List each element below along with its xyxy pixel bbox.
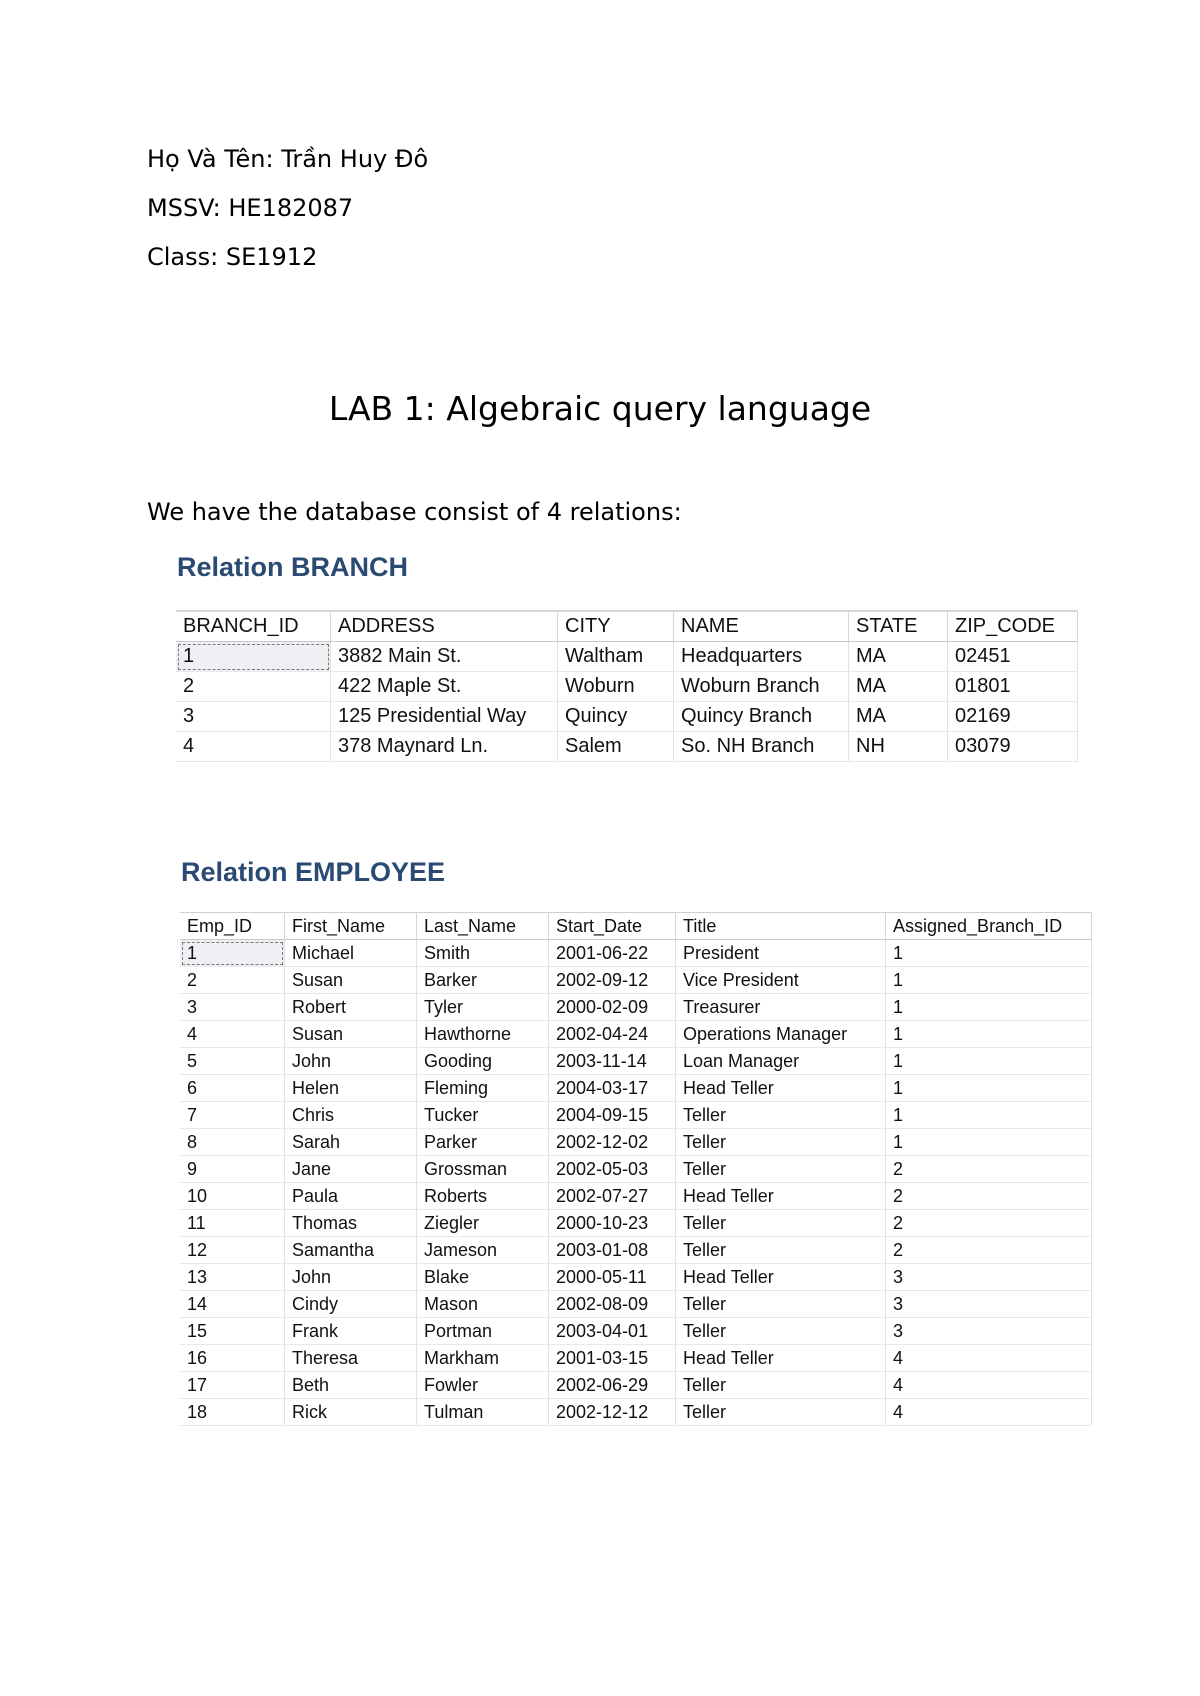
table-cell: MA (849, 642, 948, 672)
table-row (176, 672, 1078, 702)
table-row (180, 1075, 1092, 1102)
column-header: Last_Name (417, 913, 549, 940)
table-cell: Teller (676, 1237, 886, 1264)
table-cell: 3 (180, 994, 285, 1021)
page-title: LAB 1: Algebraic query language (328, 389, 872, 428)
table-cell: 2002-12-02 (549, 1129, 676, 1156)
table-cell: 2002-08-09 (549, 1291, 676, 1318)
table-cell: Mason (417, 1291, 549, 1318)
table-row (176, 642, 1078, 672)
table-cell: 2004-09-15 (549, 1102, 676, 1129)
table-cell: Grossman (417, 1156, 549, 1183)
table-row (180, 1183, 1092, 1210)
table-cell: Jameson (417, 1237, 549, 1264)
table-cell: 2001-06-22 (549, 940, 676, 967)
table-cell: 03079 (948, 732, 1078, 762)
table-header-row (176, 611, 1078, 642)
table-cell: 1 (886, 940, 1092, 967)
table-cell: Woburn Branch (674, 672, 849, 702)
table-row (180, 1264, 1092, 1291)
table-cell: 1 (886, 967, 1092, 994)
column-header: STATE (849, 611, 948, 642)
table-cell: Tucker (417, 1102, 549, 1129)
table-cell: Operations Manager (676, 1021, 886, 1048)
employee-table-image (180, 912, 1092, 1426)
table-cell: 2002-05-03 (549, 1156, 676, 1183)
table-cell: 14 (180, 1291, 285, 1318)
table-cell: Vice President (676, 967, 886, 994)
table-cell: Susan (285, 1021, 417, 1048)
table-cell: 4 (180, 1021, 285, 1048)
table-cell: 2002-12-12 (549, 1399, 676, 1426)
table-cell: 1 (180, 940, 285, 967)
table-row (180, 1048, 1092, 1075)
table-cell: 1 (886, 1048, 1092, 1075)
table-cell: Headquarters (674, 642, 849, 672)
table-cell: 01801 (948, 672, 1078, 702)
branch-table (176, 610, 1078, 762)
table-cell: 4 (176, 732, 331, 762)
table-cell: 6 (180, 1075, 285, 1102)
table-cell: John (285, 1264, 417, 1291)
table-cell: 2 (886, 1183, 1092, 1210)
table-cell: Rick (285, 1399, 417, 1426)
table-cell: 2004-03-17 (549, 1075, 676, 1102)
table-cell: Helen (285, 1075, 417, 1102)
table-cell: 1 (176, 642, 331, 672)
table-cell: 2003-04-01 (549, 1318, 676, 1345)
table-cell: 17 (180, 1372, 285, 1399)
column-header: First_Name (285, 913, 417, 940)
table-cell: 2 (180, 967, 285, 994)
table-cell: Markham (417, 1345, 549, 1372)
table-cell: 1 (886, 994, 1092, 1021)
table-cell: 2002-04-24 (549, 1021, 676, 1048)
employee-heading: Relation EMPLOYEE (181, 857, 446, 887)
table-cell: Roberts (417, 1183, 549, 1210)
table-cell: Teller (676, 1156, 886, 1183)
table-cell: Head Teller (676, 1075, 886, 1102)
table-cell: 2001-03-15 (549, 1345, 676, 1372)
table-row (180, 1021, 1092, 1048)
table-cell: Quincy Branch (674, 702, 849, 732)
branch-heading: Relation BRANCH (177, 552, 409, 582)
student-name: Họ Và Tên: Trần Huy Đô (147, 145, 429, 173)
employee-table (180, 912, 1092, 1426)
table-cell: Head Teller (676, 1183, 886, 1210)
table-cell: Teller (676, 1318, 886, 1345)
table-cell: 3 (886, 1318, 1092, 1345)
table-cell: 2 (886, 1237, 1092, 1264)
table-cell: 15 (180, 1318, 285, 1345)
column-header: ADDRESS (331, 611, 558, 642)
table-cell: 8 (180, 1129, 285, 1156)
column-header: BRANCH_ID (176, 611, 331, 642)
table-cell: Jane (285, 1156, 417, 1183)
table-cell: 1 (886, 1102, 1092, 1129)
table-cell: Salem (558, 732, 674, 762)
table-cell: Teller (676, 1372, 886, 1399)
table-cell: Woburn (558, 672, 674, 702)
table-cell: Tyler (417, 994, 549, 1021)
table-cell: 2002-09-12 (549, 967, 676, 994)
table-cell: 13 (180, 1264, 285, 1291)
table-row (180, 1291, 1092, 1318)
table-cell: 16 (180, 1345, 285, 1372)
table-cell: Teller (676, 1129, 886, 1156)
table-cell: Head Teller (676, 1264, 886, 1291)
table-row (180, 940, 1092, 967)
table-cell: Paula (285, 1183, 417, 1210)
table-cell: 3882 Main St. (331, 642, 558, 672)
table-cell: Teller (676, 1399, 886, 1426)
table-row (176, 702, 1078, 732)
table-cell: Susan (285, 967, 417, 994)
table-cell: 1 (886, 1075, 1092, 1102)
intro-text: We have the database consist of 4 relations: (147, 498, 682, 526)
table-cell: Sarah (285, 1129, 417, 1156)
table-cell: 12 (180, 1237, 285, 1264)
table-cell: 2 (176, 672, 331, 702)
table-row (180, 1129, 1092, 1156)
table-cell: 2002-07-27 (549, 1183, 676, 1210)
table-row (176, 732, 1078, 762)
table-cell: 2 (886, 1156, 1092, 1183)
table-cell: Cindy (285, 1291, 417, 1318)
table-cell: 5 (180, 1048, 285, 1075)
table-cell: Ziegler (417, 1210, 549, 1237)
table-row (180, 967, 1092, 994)
column-header: ZIP_CODE (948, 611, 1078, 642)
table-cell: Hawthorne (417, 1021, 549, 1048)
table-cell: Smith (417, 940, 549, 967)
table-cell: 11 (180, 1210, 285, 1237)
table-cell: MA (849, 702, 948, 732)
table-cell: Theresa (285, 1345, 417, 1372)
table-cell: 2000-05-11 (549, 1264, 676, 1291)
table-cell: Tulman (417, 1399, 549, 1426)
table-cell: Fleming (417, 1075, 549, 1102)
student-id: MSSV: HE182087 (147, 194, 354, 222)
table-cell: Michael (285, 940, 417, 967)
table-cell: Head Teller (676, 1345, 886, 1372)
table-cell: President (676, 940, 886, 967)
table-cell: 2002-06-29 (549, 1372, 676, 1399)
table-cell: 422 Maple St. (331, 672, 558, 702)
table-cell: 9 (180, 1156, 285, 1183)
table-cell: Waltham (558, 642, 674, 672)
table-row (180, 1372, 1092, 1399)
table-cell: 2 (886, 1210, 1092, 1237)
table-cell: Teller (676, 1291, 886, 1318)
table-cell: 3 (886, 1291, 1092, 1318)
table-cell: Gooding (417, 1048, 549, 1075)
table-cell: 1 (886, 1021, 1092, 1048)
table-cell: NH (849, 732, 948, 762)
table-cell: 18 (180, 1399, 285, 1426)
table-cell: Frank (285, 1318, 417, 1345)
table-cell: 2000-10-23 (549, 1210, 676, 1237)
table-cell: Blake (417, 1264, 549, 1291)
table-cell: Beth (285, 1372, 417, 1399)
column-header: Emp_ID (180, 913, 285, 940)
column-header: Start_Date (549, 913, 676, 940)
table-cell: 4 (886, 1345, 1092, 1372)
table-row (180, 1237, 1092, 1264)
table-cell: 1 (886, 1129, 1092, 1156)
table-cell: 2003-01-08 (549, 1237, 676, 1264)
table-cell: Treasurer (676, 994, 886, 1021)
table-cell: Teller (676, 1210, 886, 1237)
table-cell: 7 (180, 1102, 285, 1129)
table-cell: John (285, 1048, 417, 1075)
table-cell: 4 (886, 1372, 1092, 1399)
column-header: NAME (674, 611, 849, 642)
table-cell: Chris (285, 1102, 417, 1129)
column-header: Assigned_Branch_ID (886, 913, 1092, 940)
table-cell: Thomas (285, 1210, 417, 1237)
column-header: Title (676, 913, 886, 940)
table-row (180, 1318, 1092, 1345)
table-cell: 4 (886, 1399, 1092, 1426)
table-row (180, 1345, 1092, 1372)
table-row (180, 1102, 1092, 1129)
table-cell: Teller (676, 1102, 886, 1129)
column-header: CITY (558, 611, 674, 642)
table-cell: 378 Maynard Ln. (331, 732, 558, 762)
table-cell: Quincy (558, 702, 674, 732)
table-cell: Robert (285, 994, 417, 1021)
table-cell: 2000-02-09 (549, 994, 676, 1021)
student-class: Class: SE1912 (147, 243, 318, 271)
table-cell: So. NH Branch (674, 732, 849, 762)
table-header-row (180, 913, 1092, 940)
table-cell: Barker (417, 967, 549, 994)
table-row (180, 1156, 1092, 1183)
table-cell: Portman (417, 1318, 549, 1345)
table-row (180, 1210, 1092, 1237)
table-cell: 02451 (948, 642, 1078, 672)
table-cell: Samantha (285, 1237, 417, 1264)
table-cell: Fowler (417, 1372, 549, 1399)
branch-table-image (176, 610, 1078, 762)
table-cell: 02169 (948, 702, 1078, 732)
table-cell: MA (849, 672, 948, 702)
table-cell: 3 (886, 1264, 1092, 1291)
table-row (180, 1399, 1092, 1426)
table-row (180, 994, 1092, 1021)
table-cell: Loan Manager (676, 1048, 886, 1075)
table-cell: Parker (417, 1129, 549, 1156)
table-cell: 3 (176, 702, 331, 732)
table-cell: 2003-11-14 (549, 1048, 676, 1075)
table-cell: 125 Presidential Way (331, 702, 558, 732)
table-cell: 10 (180, 1183, 285, 1210)
